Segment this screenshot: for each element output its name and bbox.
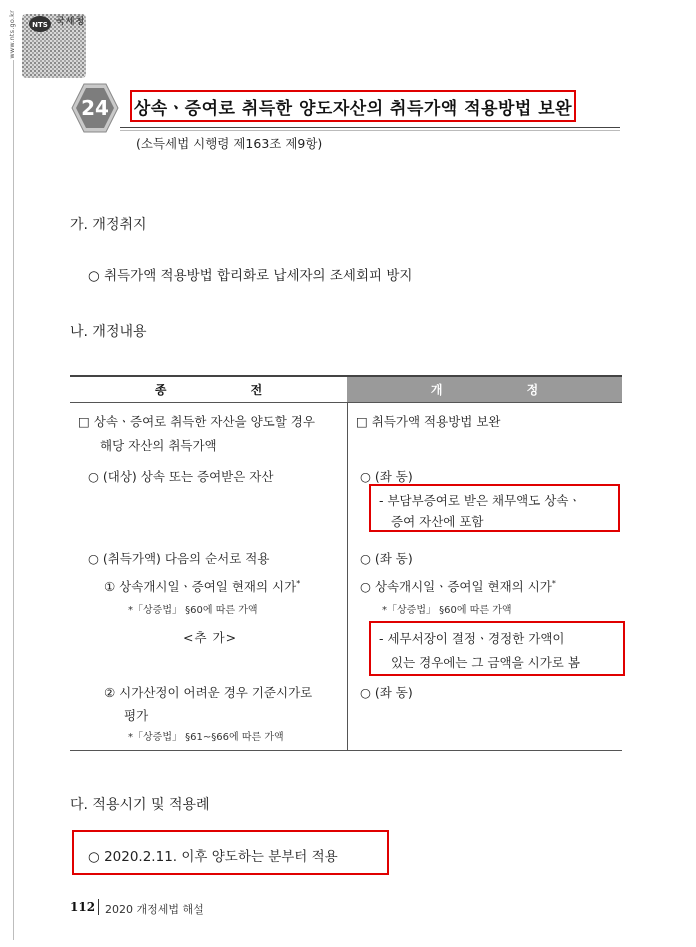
svg-text:NTS: NTS [32, 21, 48, 29]
after-row4-note: *「상증법」 §60에 따른 가액 [382, 605, 512, 616]
before-row6-line1: ② 시가산정이 어려운 경우 기준시가로 [104, 685, 313, 700]
table-header-before-label: 종 전 [154, 383, 303, 397]
before-row4-text: ① 상속개시일ㆍ증여일 현재의 시가 [104, 579, 297, 594]
table-header-before [70, 377, 347, 402]
before-row6-line2: 평가 [124, 708, 149, 723]
table-column-divider [347, 402, 348, 750]
table-header-after [347, 377, 622, 402]
before-row3: ○ (취득가액) 다음의 순서로 적용 [88, 551, 270, 566]
effective-highlight-box [72, 830, 389, 875]
section-effective-item: ○ 2020.2.11. 이후 양도하는 분부터 적용 [88, 849, 338, 865]
logo-org-label: 국세청 [56, 17, 86, 27]
before-row2: ○ (대상) 상속 또는 증여받은 자산 [88, 469, 274, 484]
nts-badge-icon [28, 14, 52, 34]
after-row2-box-line2: 증여 자산에 포함 [391, 514, 484, 529]
section-content-heading: 나. 개정내용 [70, 324, 147, 340]
page-subtitle: (소득세법 시행령 제163조 제9항) [136, 136, 323, 151]
logo-url-text: www.nts.go.kr [8, 10, 16, 59]
before-row5-added: <추 가> [183, 630, 238, 645]
after-row1: □ 취득가액 적용방법 보완 [356, 414, 501, 429]
after-row2: ○ (좌 동) [360, 469, 413, 484]
after-row4-star: * [551, 578, 556, 588]
table-header-after-label: 개 정 [430, 383, 579, 397]
title-highlight-box [130, 90, 576, 122]
before-row6-note: *「상증법」 §61~§66에 따른 가액 [128, 732, 284, 743]
header-rule-secondary [120, 130, 620, 131]
before-row4 [104, 577, 300, 595]
before-row1-line2: 해당 자산의 취득가액 [100, 438, 217, 453]
after-row3: ○ (좌 동) [360, 551, 413, 566]
table-header-divider [70, 402, 622, 403]
logo-url-vertical [8, 10, 22, 80]
header-rule [120, 127, 620, 128]
before-row4-note: *「상증법」 §60에 따른 가액 [128, 605, 258, 616]
before-row1-line1: □ 상속ㆍ증여로 취득한 자산을 양도할 경우 [78, 414, 315, 429]
after-row4-text: ○ 상속개시일ㆍ증여일 현재의 시가 [360, 579, 552, 594]
after-row2-highlight-box [369, 484, 620, 532]
section-number: 24 [81, 96, 109, 120]
page-title: 상속ㆍ증여로 취득한 양도자산의 취득가액 적용방법 보완 [133, 98, 573, 119]
footer-book-title: 2020 개정세법 해설 [105, 903, 204, 916]
after-row5-box-line1: - 세무서장이 결정ㆍ경정한 가액이 [379, 631, 565, 646]
before-row4-star: * [296, 578, 301, 588]
footer-divider [98, 899, 99, 915]
page-number: 112 [70, 900, 96, 914]
after-row4 [360, 577, 556, 595]
section-purpose-item: ○ 취득가액 적용방법 합리화로 납세자의 조세회피 방지 [88, 268, 413, 284]
after-row5-highlight-box [369, 621, 625, 676]
left-margin-line [13, 60, 14, 940]
after-row5-box-line2: 있는 경우에는 그 금액을 시가로 봄 [391, 655, 580, 670]
section-effective-heading: 다. 적용시기 및 적용례 [70, 797, 210, 813]
after-row2-box-line1: - 부담부증여로 받은 채무액도 상속ㆍ [379, 493, 581, 508]
after-row6: ○ (좌 동) [360, 685, 413, 700]
table-bottom-border [70, 750, 622, 751]
section-purpose-heading: 가. 개정취지 [70, 217, 147, 233]
